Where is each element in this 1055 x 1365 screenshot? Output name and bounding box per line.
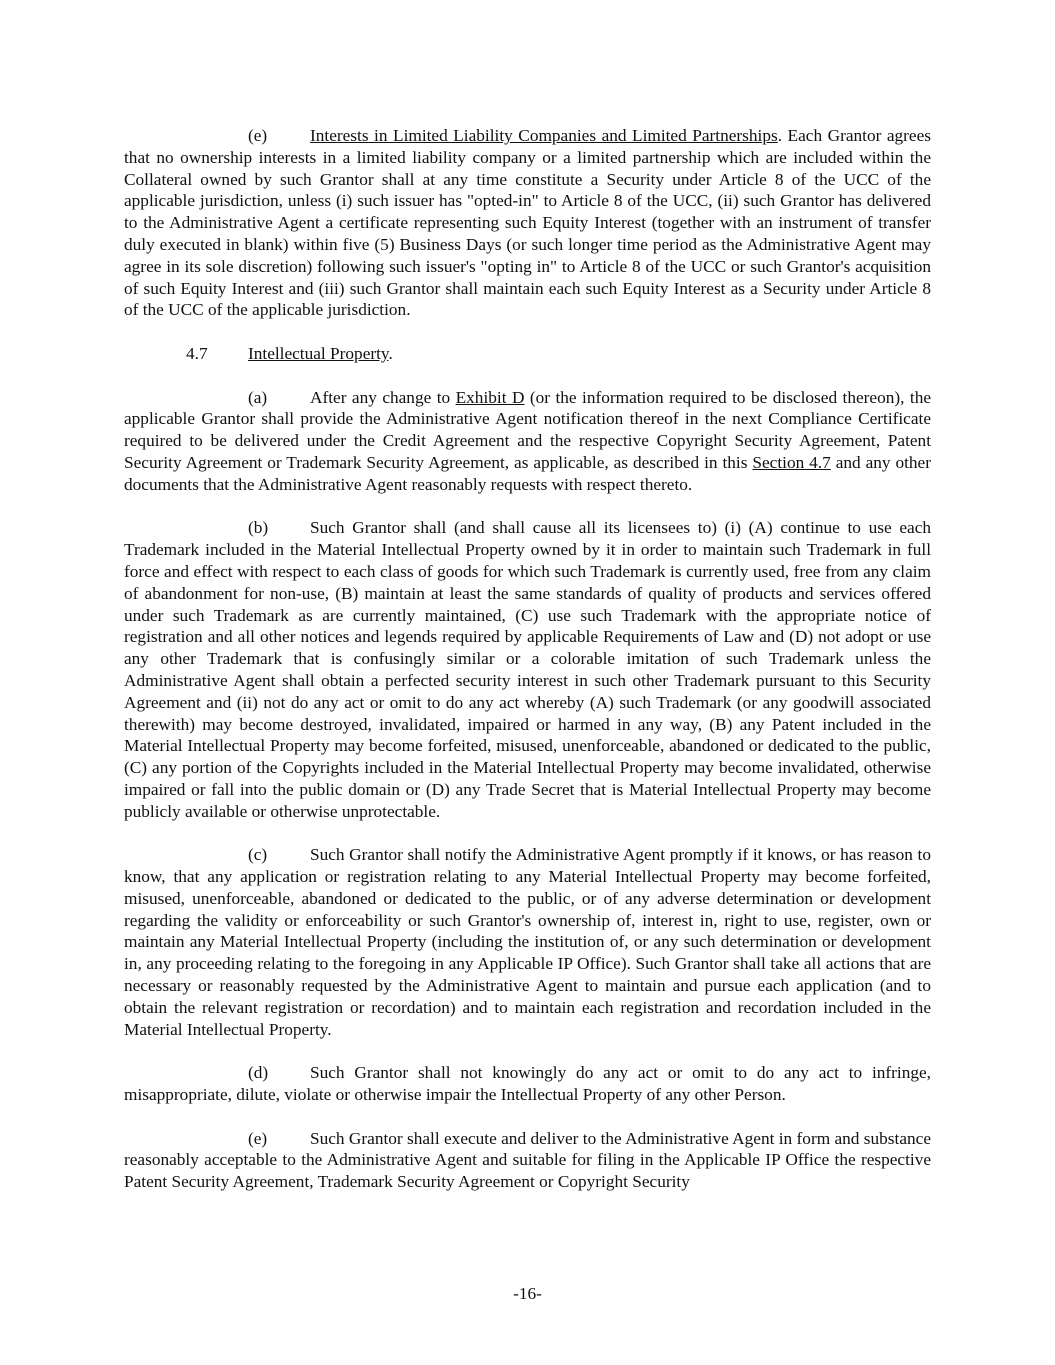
section-title: Intellectual Property xyxy=(248,343,389,363)
paragraph-c xyxy=(124,844,931,1040)
page-number: -16- xyxy=(513,1284,542,1303)
paragraph-label: (b) xyxy=(248,518,269,538)
section-title-tail: . xyxy=(388,343,393,363)
document-body xyxy=(124,125,931,1215)
paragraph-text: (or the information required to be disclosed thereon), the applicable Grantor shall provide the Administrative Agent notification thereof in the next Compliance Certificate required to be delivered under the Credit Agreement and the respective Copyright Security Agreement, Patent Security Agreement or Trademark Security Agreement, as applicable, as described in this xyxy=(124,387,932,472)
paragraph-label: (e) xyxy=(248,1128,268,1148)
paragraph-heading: Interests in Limited Liability Companies and Limited Partnerships xyxy=(310,126,778,145)
paragraph-d xyxy=(124,1062,931,1106)
paragraph-text: . Each Grantor agrees that no ownership interests in a limited liability company or a limited partnership which are included within the Collateral owned by such Grantor shall at any time constitute a Security under Article 8 of the UCC of the applicable jurisdiction, unless (i) such issuer has "opted-in" to Article 8 of the UCC, (ii) such Grantor has delivered to the Administrative Agent a certificate representing such Equity Interest (together with an instrument of transfer duly executed in blank) within five (5) Business Days (or such longer time period as the Administrative Agent may agree in its sole discretion) following such issuer's "opting in" to Article 8 of the UCC or such Grantor's acquisition of such Equity Interest and (iii) such Grantor shall maintain each such Equity Interest as a Security under Article 8 of the UCC of the applicable jurisdiction. xyxy=(124,126,931,320)
paragraph-text: Such Grantor shall not knowingly do any act or omit to do any act to infringe, misappropriate, dilute, violate or otherwise impair the Intellectual Property of any other Person. xyxy=(124,1063,931,1105)
paragraph-text: and any other documents that the Administrative Agent reasonably requests with respect thereto. xyxy=(124,452,931,494)
exhibit-d-reference: Exhibit D xyxy=(455,387,525,407)
paragraph-text: Such Grantor shall (and shall cause all its licensees to) (i) (A) continue to use each Trademark included in the Material Intellectual Property owned by it in order to maintain such Trademark in full force and effect with respect to each class of goods for which such Trademark is currently used, free from any claim of abandonment for non-use, (B) maintain at least the same standards of quality of products and services offered under such Trademark as are currently maintained, (C) use such Trademark with the appropriate notice of registration and all other notices and legends required by applicable Requirements of Law and (D) not adopt or use any other Trademark that is confusingly similar or a colorable imitation of such Trademark unless the Administrative Agent shall obtain a perfected security interest in such other Trademark pursuant to this Security Agreement and (ii) not do any act or omit to do any act whereby (A) such Trademark (or any goodwill associated therewith) may become destroyed, invalidated, impaired or harmed in any way, (B) any Patent included in the Material Intellectual Property may become forfeited, misused, unenforceable, abandoned or dedicated to the public, (C) any portion of the Copyrights included in the Material Intellectual Property may become invalidated, otherwise impaired or fall into the public domain or (D) any Trade Secret that is Material Intellectual Property may become publicly available or otherwise unprotectable. xyxy=(124,518,931,821)
section-number: 4.7 xyxy=(186,343,208,363)
paragraph-b xyxy=(124,517,931,822)
paragraph-text: After any change to xyxy=(310,387,456,407)
paragraph-label: (c) xyxy=(248,845,268,865)
section-4-7-reference: Section 4.7 xyxy=(752,452,831,472)
paragraph-a xyxy=(124,387,931,496)
paragraph-label: (a) xyxy=(248,387,268,407)
paragraph-e xyxy=(124,1128,931,1193)
paragraph-text: Such Grantor shall notify the Administrative Agent promptly if it knows, or has reason to know, that any application or registration relating to any Material Intellectual Property may become forfeited, misused, unenforceable, abandoned or dedicated to the public, or of any adverse determination or development regarding the validity or enforceability or such Grantor's ownership of, interest in, right to use, register, own or maintain any Material Intellectual Property (including the institution of, or any such determination or development in, any proceeding relating to the foregoing in any Applicable IP Office). Such Grantor shall take all actions that are necessary or reasonably requested by the Administrative Agent to maintain and pursue each application (and to obtain the relevant registration or recordation) and to maintain each registration and recordation included in the Material Intellectual Property. xyxy=(124,845,931,1039)
paragraph-label: (d) xyxy=(248,1063,269,1083)
paragraph-e-llc xyxy=(124,125,931,321)
paragraph-label: (e) xyxy=(248,126,268,145)
section-4-7-heading xyxy=(124,343,931,365)
paragraph-text: Such Grantor shall execute and deliver to the Administrative Agent in form and substance reasonably acceptable to the Administrative Agent and suitable for filing in the Applicable IP Office the respective Patent Security Agreement, Trademark Security Agreement or Copyright Security xyxy=(124,1128,931,1192)
